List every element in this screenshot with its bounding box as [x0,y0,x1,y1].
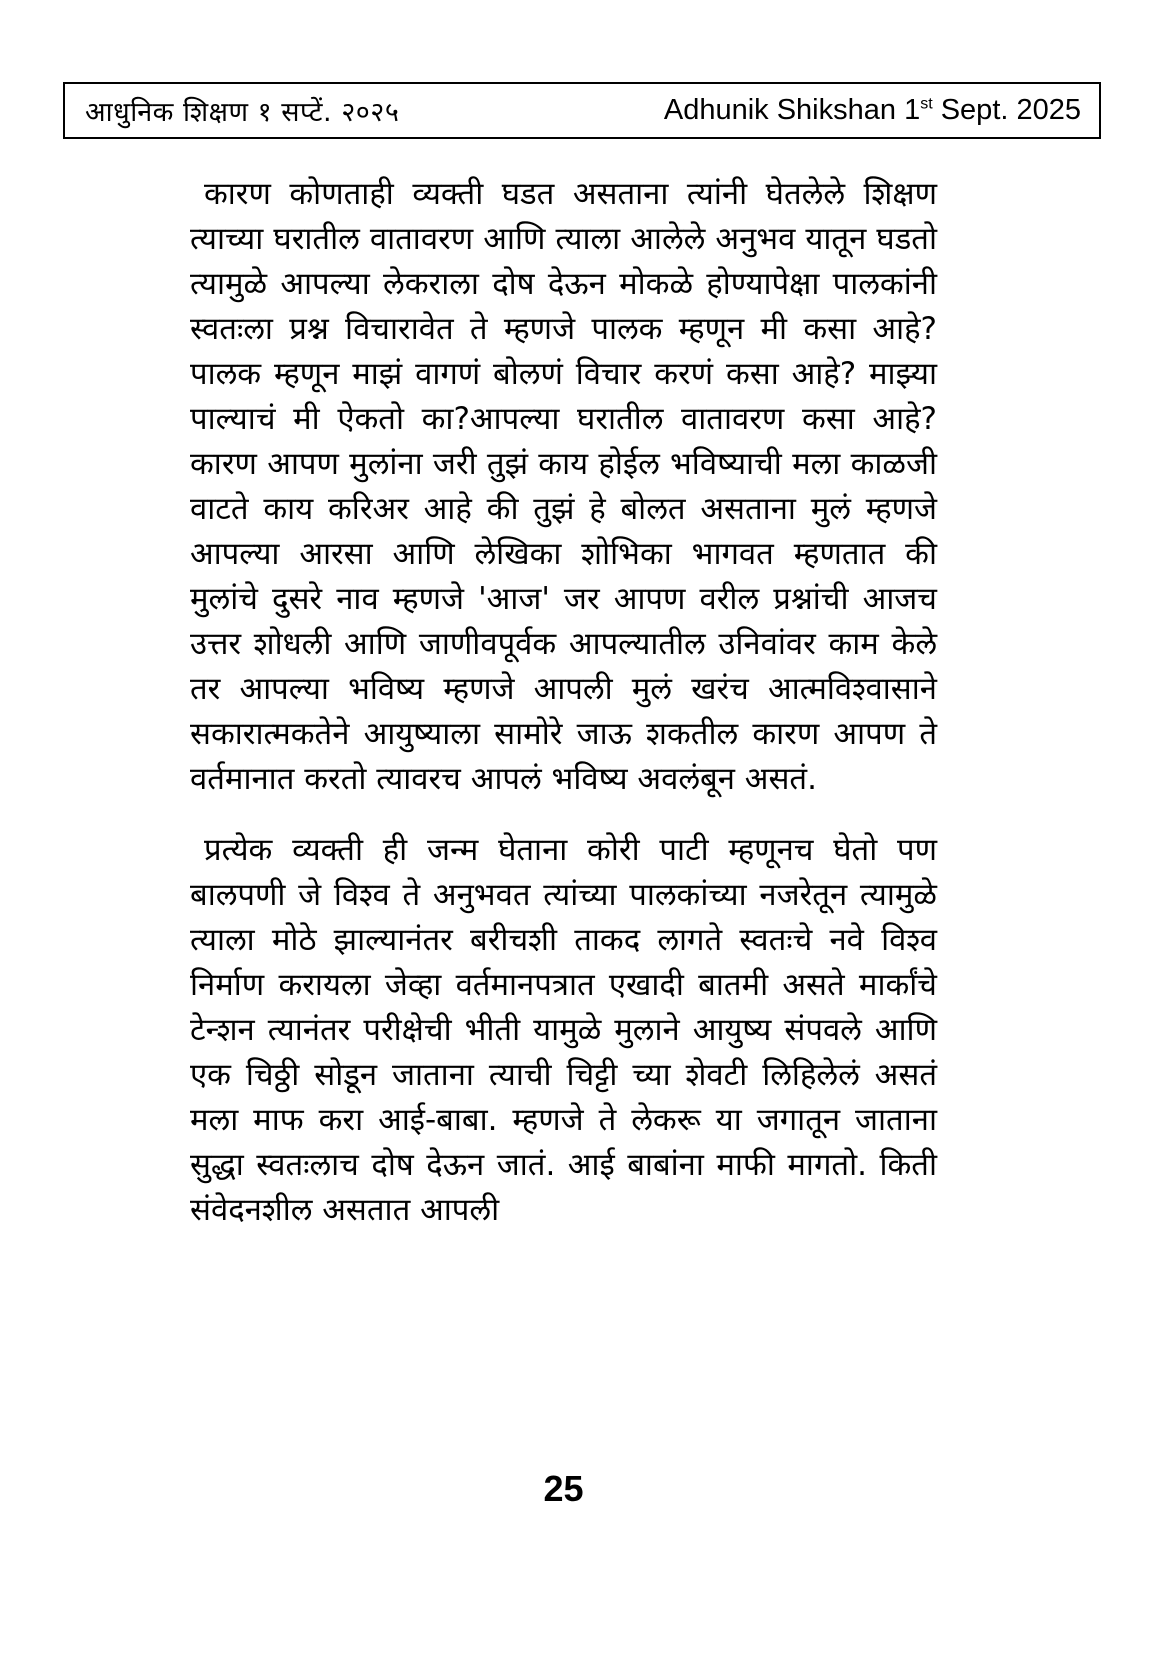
header-title-marathi: आधुनिक शिक्षण १ सप्टें. २०२५ [85,97,400,128]
page-header [63,82,1101,139]
article-body [190,172,937,1259]
paragraph-1: कारण कोणताही व्यक्ती घडत असताना त्यांनी घेतलेले शिक्षण त्याच्या घरातील वातावरण आणि त्याला आलेले अनुभव यातून घडतो त्यामुळे आपल्या लेकराला दोष देऊन मोकळे होण्यापेक्षा पालकांनी स्वतःला प्रश्न विचारावेत ते म्हणजे पालक म्हणून मी कसा आहे?पालक म्हणून माझं वागणं बोलणं विचार करणं कसा आहे? माझ्या पाल्याचं मी ऐकतो का?आपल्या घरातील वातावरण कसा आहे?कारण आपण मुलांना जरी तुझं काय होईल भविष्याची मला काळजी वाटते काय करिअर आहे की तुझं हे बोलत असताना मुलं म्हणजे आपल्या आरसा आणि लेखिका शोभिका भागवत म्हणतात की मुलांचे दुसरे नाव म्हणजे 'आज' जर आपण वरील प्रश्नांची आजच उत्तर शोधली आणि जाणीवपूर्वक आपल्यातील उनिवांवर काम केले तर आपल्या भविष्य म्हणजे आपली मुलं खरंच आत्मविश्वासाने सकारात्मकतेने आयुष्याला सामोरे जाऊ शकतील कारण आपण ते वर्तमानात करतो त्यावरच आपलं भविष्य अवलंबून असतं. [190,176,937,797]
header-title-english-ordinal: st [920,95,933,113]
header-title-english-post: Sept. 2025 [932,94,1081,126]
page-number: 25 [543,1468,584,1509]
page-footer [190,1468,937,1510]
paragraph-2: प्रत्येक व्यक्ती ही जन्म घेताना कोरी पाटी म्हणूनच घेतो पण बालपणी जे विश्व ते अनुभवत त्यांच्या पालकांच्या नजरेतून त्यामुळे त्याला मोठे झाल्यानंतर बरीचशी ताकद लागते स्वतःचे नवे विश्व निर्माण करायला जेव्हा वर्तमानपत्रात एखादी बातमी असते मार्कांचे टेन्शन त्यानंतर परीक्षेची भीती यामुळे मुलाने आयुष्य संपवले आणि एक चिठ्ठी सोडून जाताना त्याची चिट्टी च्या शेवटी लिहिलेलं असतं मला माफ करा आई-बाबा. म्हणजे ते लेकरू या जगातून जाताना सुद्धा स्वतःलाच दोष देऊन जातं. आई बाबांना माफी मागतो. किती संवेदनशील असतात आपली [190,832,937,1228]
header-title-english [664,94,1081,127]
header-title-english-pre: Adhunik Shikshan 1 [663,94,921,126]
